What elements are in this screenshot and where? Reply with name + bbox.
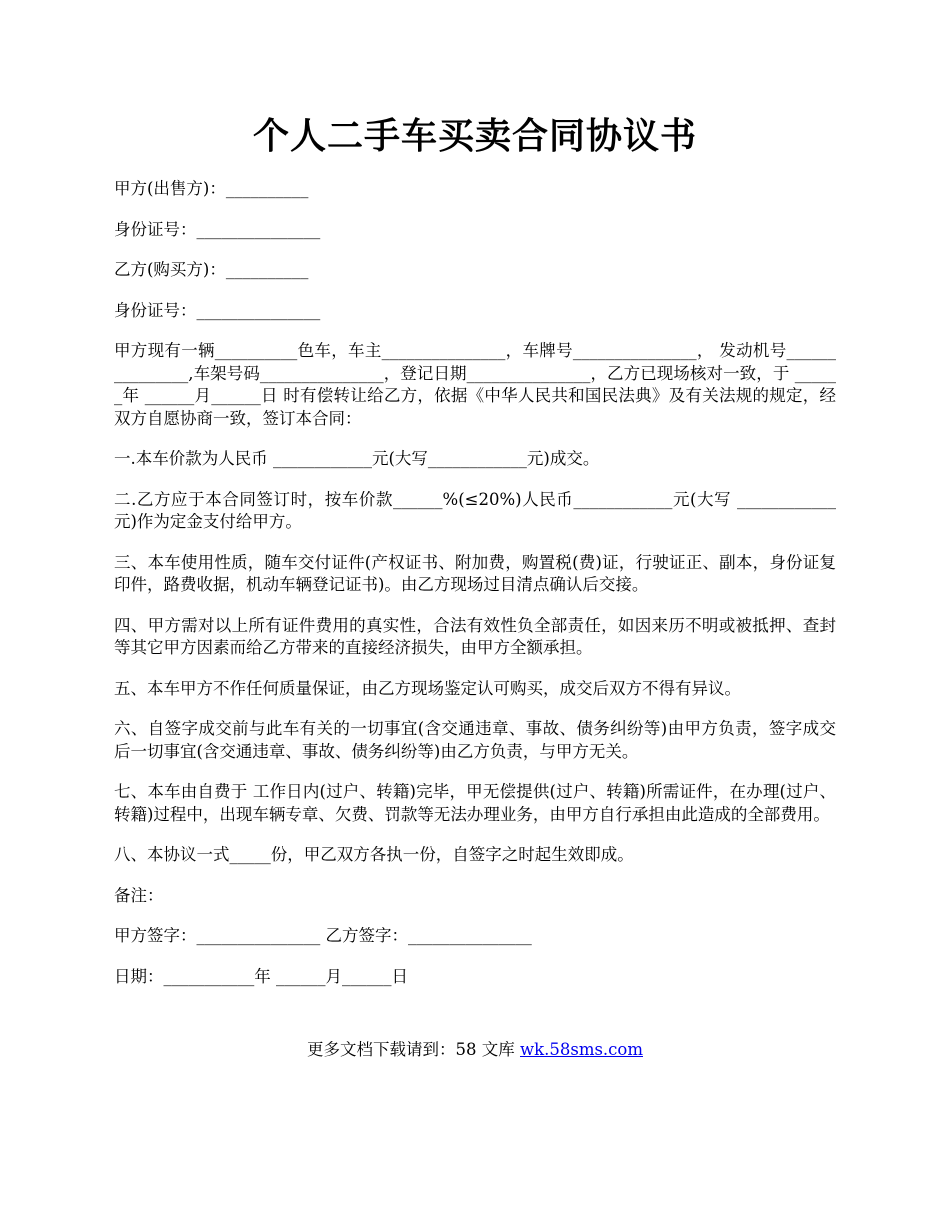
clause-2: 二.乙方应于本合同签订时，按车价款______%(≤20%)人民币____________元(大写 ____________元)作为定金支付给甲方。 bbox=[114, 489, 836, 531]
signature-line: 甲方签字：_______________ 乙方签字：_______________ bbox=[114, 926, 532, 945]
date-line: 日期：___________年 ______月______日 bbox=[114, 966, 408, 986]
clause-3: 三、本车使用性质，随车交付证件(产权证书、附加费，购置税(费)证，行驶证正、副本，身份证复印件，路费收据，机动车辆登记证书)。由乙方现场过目清点确认后交接。 bbox=[114, 552, 836, 594]
note-label: 备注： bbox=[114, 885, 164, 905]
seller-id-field: 身份证号：_______________ bbox=[114, 219, 321, 239]
document-title: 个人二手车买卖合同协议书 bbox=[252, 115, 697, 157]
clause-1: 一.本车价款为人民币 ____________元(大写____________元)成交。 bbox=[114, 449, 600, 468]
clause-8: 八、本协议一式_____份，甲乙双方各执一份，自签字之时起生效即成。 bbox=[114, 845, 634, 864]
document-body bbox=[114, 178, 836, 988]
footer-note bbox=[0, 1038, 950, 1062]
intro-paragraph: 甲方现有一辆__________色车，车主_______________，车牌号_______________， 发动机号_______________,车架号码_______________，登记日期_______________，乙方已现场核对一致，于 ______年 ______月______日 时有偿转让给乙方，依据《中华人民共和国民法典》及有关法规的规定，经双方自愿协商一致，签订本合同： bbox=[114, 341, 836, 428]
buyer-field: 乙方(购买方)：__________ bbox=[114, 260, 309, 279]
clause-5: 五、本车甲方不作任何质量保证，由乙方现场鉴定认可购买，成交后双方不得有异议。 bbox=[114, 678, 741, 698]
clause-4: 四、甲方需对以上所有证件费用的真实性，合法有效性负全部责任，如因来历不明或被抵押、查封等其它甲方因素而给乙方带来的直接经济损失，由甲方全额承担。 bbox=[114, 615, 836, 657]
clause-6: 六、自签字成交前与此车有关的一切事宜(含交通违章、事故、债务纠纷等)由甲方负责，签字成交后一切事宜(含交通违章、事故、债务纠纷等)由乙方负责，与甲方无关。 bbox=[114, 719, 836, 761]
clause-7: 七、本车由自费于 工作日内(过户、转籍)完毕，甲无偿提供(过户、转籍)所需证件，在办理(过户、转籍)过程中，出现车辆专章、欠费、罚款等无法办理业务，由甲方自行承担由此造成的全部费用。 bbox=[114, 782, 836, 824]
footer-text: 更多文档下载请到：58 文库 bbox=[306, 1040, 520, 1059]
buyer-id-field: 身份证号：_______________ bbox=[114, 300, 321, 320]
footer-link[interactable]: wk.58sms.com bbox=[519, 1040, 643, 1059]
seller-field: 甲方(出售方)：__________ bbox=[114, 179, 309, 198]
